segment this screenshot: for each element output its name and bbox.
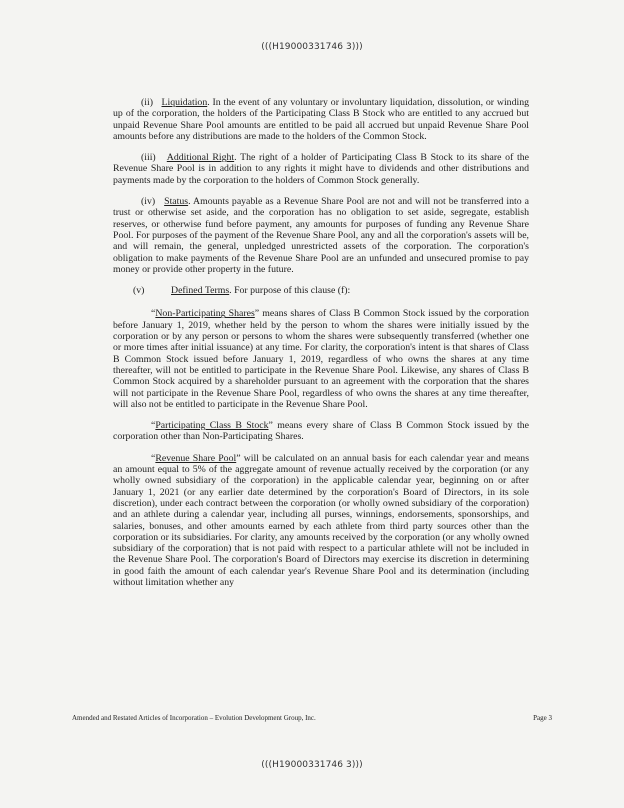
paragraph-text: . In the event of any voluntary or involuntary liquidation, dissolution, or winding up of the corporation, the holders of the Participating Class B Stock who are entitled to any accrued but unpaid Revenue Share Pool amounts are entitled to be paid all accrued but unpaid Revenue Share Pool amounts before any distributions are made to the holders of the Common Stock. <box>113 97 529 142</box>
paragraph-number: (iii) <box>141 152 156 164</box>
definition-term: Participating Class B Stock <box>155 420 269 432</box>
paragraph-text: . The right of a holder of Participating Class B Stock to its share of the Revenue Share Pool is in addition to any rights it might have to dividends and other distributions and payments made by the corporation to the holders of Common Stock generally. <box>113 152 529 186</box>
paragraph-text: . Amounts payable as a Revenue Share Pool are not and will not be transferred into a trust or otherwise set aside, and the corporation has no obligation to set aside, segregate, establish reserves, or otherwise fund before payment, any amounts for purposes of funding any Revenue Share Pool. For purposes of the payment of the Revenue Share Pool, any and all the corporation's assets will be, and will remain, the general, unpledged unrestricted assets of the corporation. The corporation's obligation to make payments of the Revenue Share Pool are an unfunded and unsecured promise to pay money or provide other property in the future. <box>113 196 529 275</box>
paragraph-status <box>113 196 529 275</box>
definition-term: Non-Participating Shares <box>155 308 255 320</box>
footer-document-title: Amended and Restated Articles of Incorporation – Evolution Development Group, Inc. <box>72 714 316 722</box>
open-quote: “ <box>151 420 156 432</box>
page-number: Page 3 <box>533 714 552 722</box>
paragraph-title: Liquidation <box>161 97 208 108</box>
filing-stamp-bottom: (((H19000331746 3))) <box>261 760 363 770</box>
definition-participating-class-b-stock <box>113 420 529 443</box>
definition-term: Revenue Share Pool <box>155 452 237 464</box>
definition-text: ” means every share of Class B Common Stock issued by the corporation other than Non-Participating Shares. <box>113 420 529 443</box>
paragraph-title: Status <box>164 196 189 208</box>
filing-stamp-top: (((H19000331746 3))) <box>261 42 363 52</box>
paragraph-liquidation <box>113 97 529 142</box>
definition-text: ” will be calculated on an annual basis for each calendar year and means an amount equal to 5% of the aggregate amount of revenue actually received by the corporation (or any wholly owned subsidiary of the corporation) in the applicable calendar year, beginning on or after January 1, 2021 (or any earlier date determined by the corporation's Board of Directors, in its sole discretion), under each contract between the corporation (or wholly owned subsidiary of the corporation) and an athlete during a calendar year, including all purses, winnings, endorsements, sponsorships, and salaries, bonuses, and other amounts earned by each athlete from third party sources other than the corporation or its subsidiaries. For clarity, any amounts received by the corporation (or any wholly owned subsidiary of the corporation) that is not paid with respect to a particular athlete will not be included in the Revenue Share Pool. The corporation's Board of Directors may exercise its discretion in determining in good faith the amount of each calendar year's Revenue Share Pool and its determination (including without limitation whether any <box>113 452 530 588</box>
paragraph-number: (iv) <box>141 196 156 208</box>
paragraph-number: (v) <box>133 285 145 297</box>
open-quote: “ <box>151 308 156 320</box>
paragraph-defined-terms <box>113 285 529 296</box>
page-footer <box>72 714 552 722</box>
paragraph-title: Additional Right <box>166 152 235 164</box>
paragraph-title: Defined Terms <box>171 285 230 297</box>
paragraph-number: (ii) <box>141 97 153 108</box>
document-body <box>113 97 529 598</box>
paragraph-text: . For purpose of this clause (f): <box>229 285 351 297</box>
open-quote: “ <box>151 452 156 464</box>
definition-non-participating-shares <box>113 308 529 410</box>
definition-text: ” means shares of Class B Common Stock issued by the corporation before January 1, 2019, whether held by the person to whom the shares were initially issued by the corporation or by any person or persons to whom the shares were subsequently transferred (whether one or more times after initial issuance) at any time. For clarity, the corporation's intent is that shares of Class B Common Stock issued before January 1, 2019, regardless of who owns the shares at any time thereafter, will not be entitled to participate in the Revenue Share Pool. Likewise, any shares of Class B Common Stock acquired by a shareholder pursuant to an agreement with the corporation that the shares will not participate in the Revenue Share Pool, regardless of who owns the shares at any time thereafter, will also not be entitled to participate in the Revenue Share Pool. <box>113 308 529 410</box>
paragraph-additional-right <box>113 152 529 186</box>
definition-revenue-share-pool <box>113 453 529 589</box>
